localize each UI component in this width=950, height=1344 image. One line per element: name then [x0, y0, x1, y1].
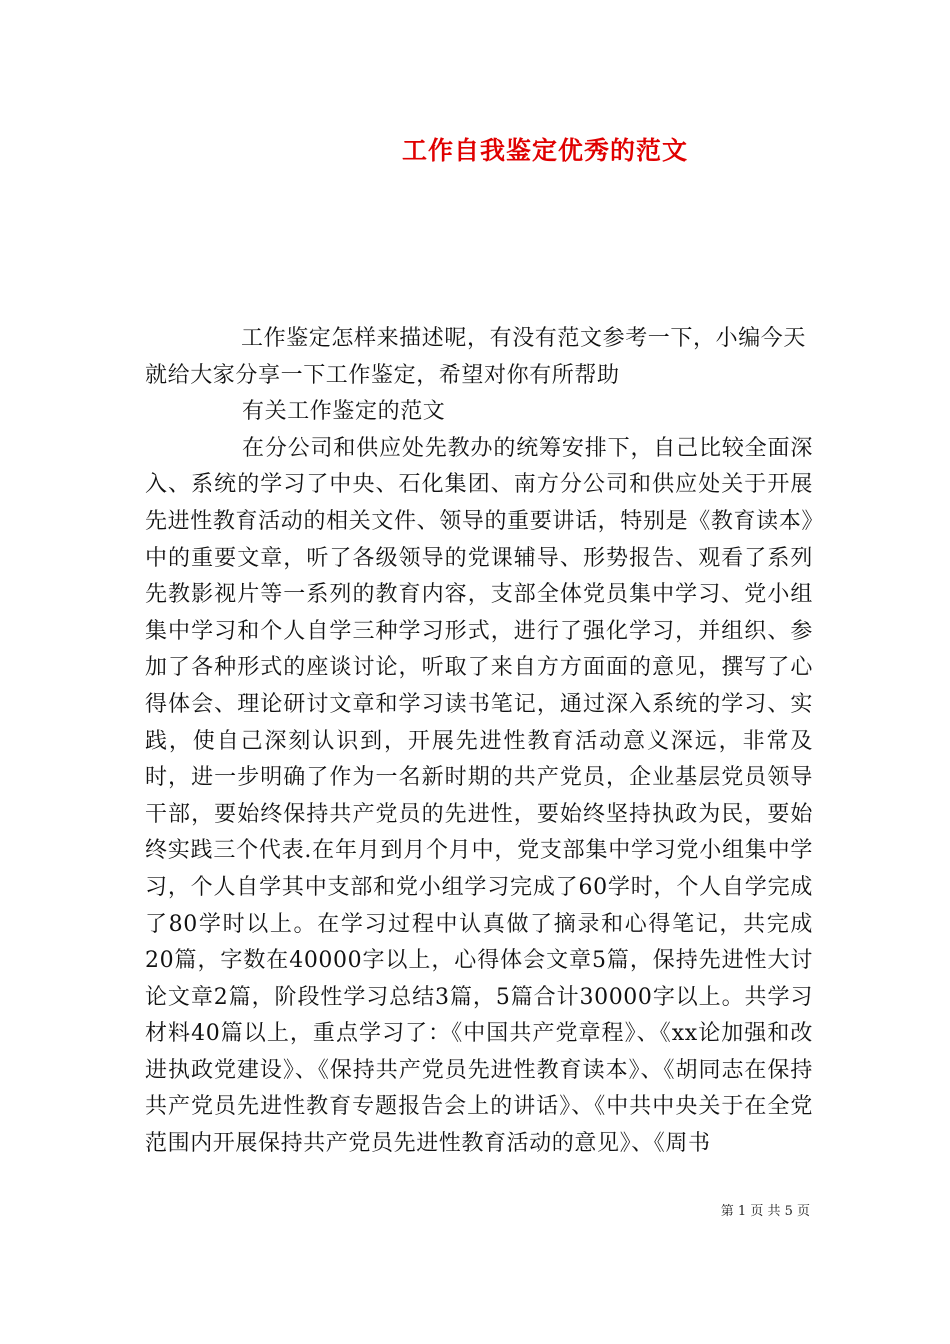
document-body [145, 321, 813, 1163]
document-title: 工作自我鉴定优秀的范文 [401, 136, 688, 165]
page-number: 第 1 页 共 5 页 [720, 1204, 810, 1219]
intro-paragraph: 工作鉴定怎样来描述呢，有没有范文参考一下，小编今天就给大家分享一下工作鉴定，希望对你有所帮助 [145, 326, 807, 388]
section-heading: 有关工作鉴定的范文 [242, 399, 446, 425]
main-paragraph: 在分公司和供应处先教办的统筹安排下，自己比较全面深入、系统的学习了中央、石化集团、南方分公司和供应处关于开展先进性教育活动的相关文件、领导的重要讲话，特别是《教育读本》中的重要文章，听了各级领导的党课辅导、形势报告、观看了系列先教影视片等一系列的教育内容，支部全体党员集中学习、党小组集中学习和个人自学三种学习形式，进行了强化学习，并组织、参加了各种形式的座谈讨论，听取了来自方方面面的意见，撰写了心得体会、理论研讨文章和学习读书笔记，通过深入系统的学习、实践，使自己深刻认识到，开展先进性教育活动意义深远，非常及时，进一步明确了作为一名新时期的共产党员，企业基层党员领导干部，要始终保持共产党员的先进性，要始终坚持执政为民，要始终实践三个代表.在年月到月个月中，党支部集中学习党小组集中学习，个人自学其中支部和党小组学习完成了60学时，个人自学完成了80学时以上。在学习过程中认真做了摘录和心得笔记，共完成20篇，字数在40000字以上，心得体会文章5篇，保持先进性大讨论文章2篇，阶段性学习总结3篇，5篇合计30000字以上。共学习材料40篇以上，重点学习了：《中国共产党章程》、《xx论加强和改进执政党建设》、《保持共产党员先进性教育读本》、《胡同志在保持共产党员先进性教育专题报告会上的讲话》、《中共中央关于在全党范围内开展保持共产党员先进性教育活动的意见》、《周书 [145, 435, 813, 1157]
